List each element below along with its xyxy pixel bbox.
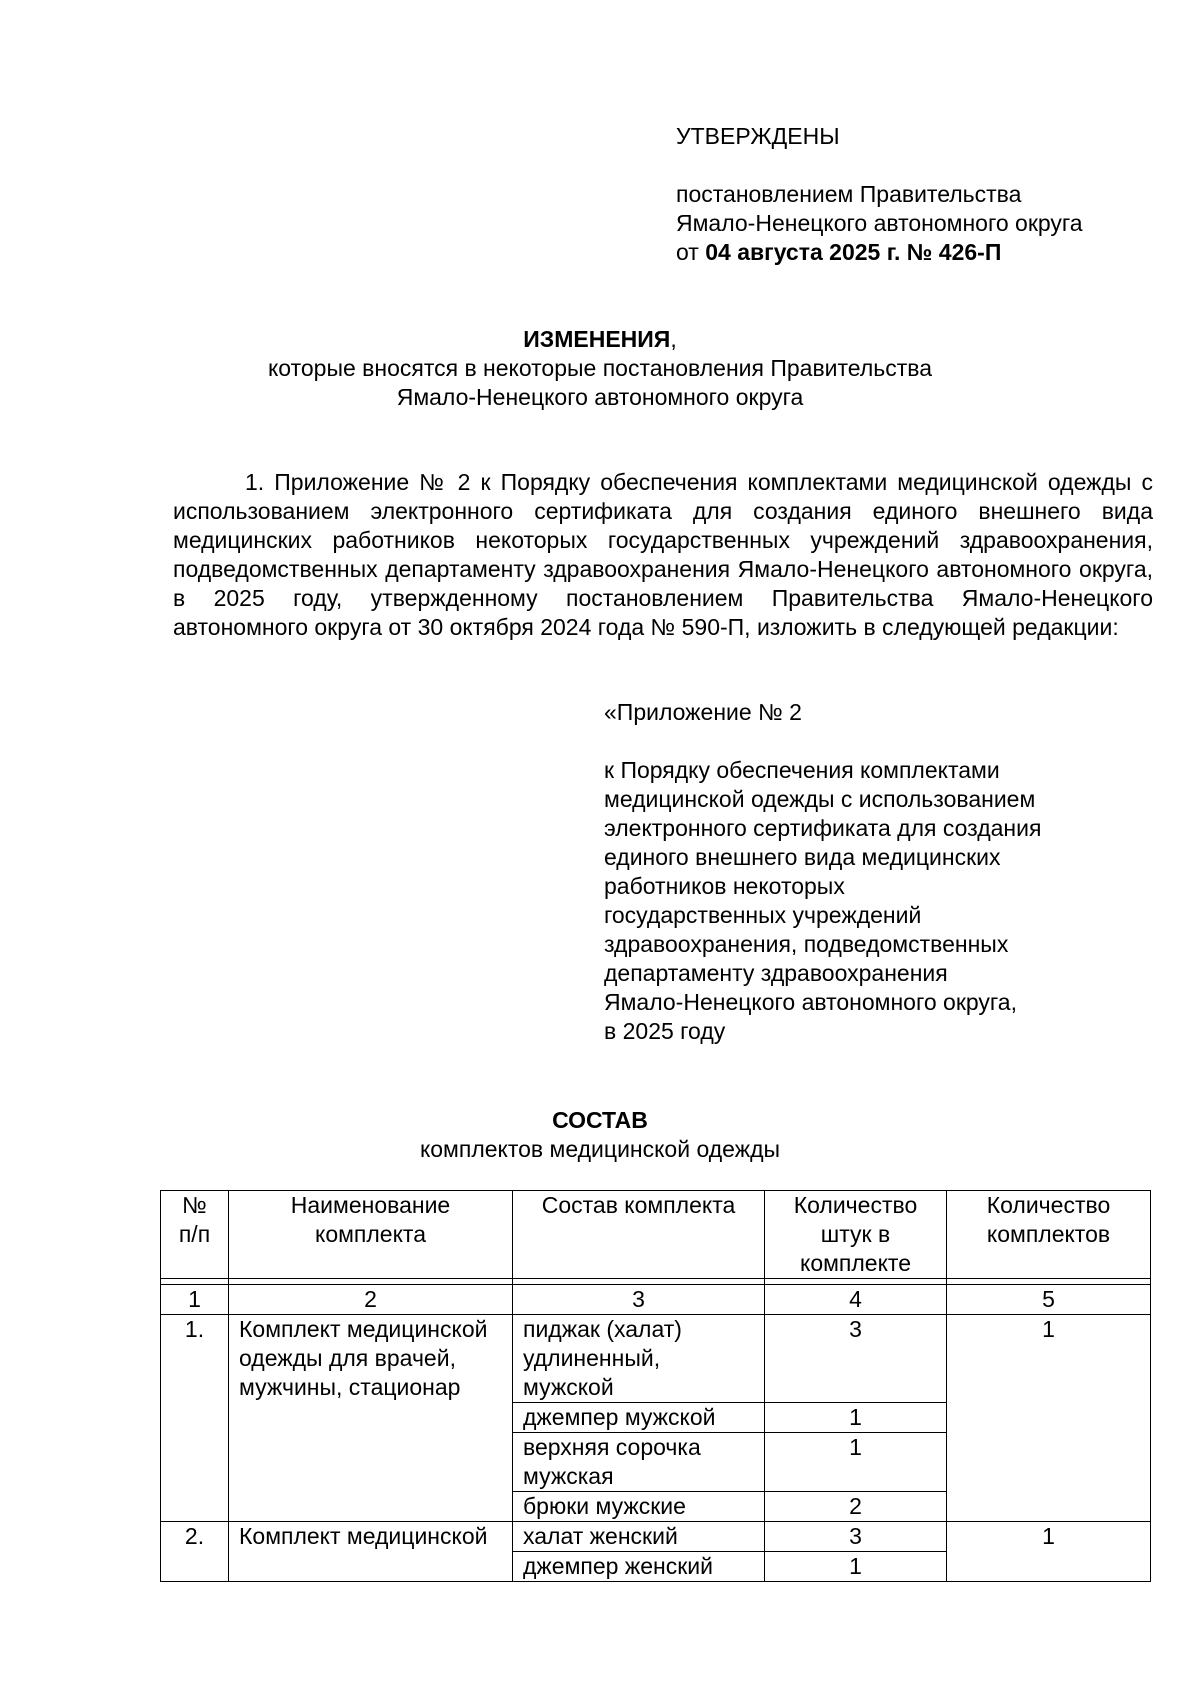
column-numbers-row [161, 1285, 1151, 1315]
table-row [161, 1522, 1151, 1552]
row-item-qty: 1 [765, 1403, 947, 1433]
row-item: халат женский [513, 1522, 765, 1552]
document-title-suffix: , [670, 326, 677, 352]
row-item: джемпер мужской [513, 1403, 765, 1433]
annex-line: работников некоторых [604, 873, 845, 899]
row-item-qty: 1 [765, 1552, 947, 1582]
row-sets: 1 [947, 1522, 1151, 1582]
paragraph-1-text: Приложение № 2 к Порядку обеспечения комплектами медицинской одежды с использованием электронного сертификата для создания единого внешнего вида медицинских работников некоторых государственных учреждений здравоохранения, подведомственных департаменту здравоохранения Ямало-Ненецкого автономного округа, в 2025 году, утвержденному постановлением Правительства Ямало-Ненецкого автономного округа от 30 октября 2024 года № 590-П, изложить в следующей редакции: [173, 469, 1154, 640]
header-qty-sets: Количество комплектов [947, 1191, 1151, 1279]
row-sets: 1 [947, 1315, 1151, 1522]
header-composition: Состав комплекта [513, 1191, 765, 1279]
header-num: № п/п [161, 1191, 229, 1279]
approval-line-2: Ямало-Ненецкого автономного округа [676, 210, 1083, 236]
document-subtitle-1: которые вносятся в некоторые постановления Правительства [267, 355, 933, 381]
approval-block [676, 122, 1176, 267]
table-row [161, 1315, 1151, 1403]
annex-line: к Порядку обеспечения комплектами [604, 757, 1000, 783]
row-item: верхняя сорочка мужская [513, 1433, 765, 1492]
column-number: 5 [947, 1285, 1151, 1315]
composition-title: СОСТАВ [552, 1107, 648, 1133]
row-item-qty: 1 [765, 1433, 947, 1492]
header-qty-items: Количество штук в комплекте [765, 1191, 947, 1279]
header-name: Наименование комплекта [229, 1191, 513, 1279]
row-num: 1. [161, 1315, 229, 1522]
row-item: пиджак (халат) удлиненный, мужской [513, 1315, 765, 1403]
annex-line: медицинской одежды с использованием [604, 786, 1036, 812]
annex-line: государственных учреждений [604, 902, 922, 928]
annex-line: электронного сертификата для создания [604, 815, 1042, 841]
row-item: джемпер женский [513, 1552, 765, 1582]
row-num: 2. [161, 1522, 229, 1582]
paragraph-1-number: 1. [245, 469, 265, 495]
annex-line: департаменту здравоохранения [604, 960, 948, 986]
annex-line: единого внешнего вида медицинских [604, 844, 1001, 870]
annex-line: здравоохранения, подведомственных [604, 931, 1009, 957]
annex-line: в 2025 году [604, 1018, 726, 1044]
table-header-row [161, 1191, 1151, 1279]
row-item-qty: 3 [765, 1315, 947, 1403]
approval-title: УТВЕРЖДЕНЫ [676, 123, 840, 149]
composition-table [160, 1190, 1151, 1582]
row-item-qty: 2 [765, 1492, 947, 1522]
paragraph-1 [173, 468, 1153, 642]
annex-caption [604, 698, 1124, 1046]
document-title [0, 325, 1200, 354]
approval-line-3 [676, 238, 1176, 267]
approval-date-prefix: от [676, 239, 699, 265]
annex-title: «Приложение № 2 [604, 699, 802, 725]
row-name: Комплект медицинской [229, 1522, 513, 1582]
document-subtitle-2: Ямало-Ненецкого автономного округа [396, 384, 804, 410]
row-item: брюки мужские [513, 1492, 765, 1522]
annex-line: Ямало-Ненецкого автономного округа, [604, 989, 1017, 1015]
column-number: 4 [765, 1285, 947, 1315]
document-title-text: ИЗМЕНЕНИЯ [523, 326, 671, 352]
approval-date: 04 августа 2025 г. № 426-П [705, 239, 1002, 265]
column-number: 1 [161, 1285, 229, 1315]
row-item-qty: 3 [765, 1522, 947, 1552]
column-number: 2 [229, 1285, 513, 1315]
approval-line-1: постановлением Правительства [676, 181, 1022, 207]
column-number: 3 [513, 1285, 765, 1315]
row-name: Комплект медицинской одежды для врачей, мужчины, стационар [229, 1315, 513, 1522]
composition-subtitle: комплектов медицинской одежды [419, 1136, 781, 1162]
